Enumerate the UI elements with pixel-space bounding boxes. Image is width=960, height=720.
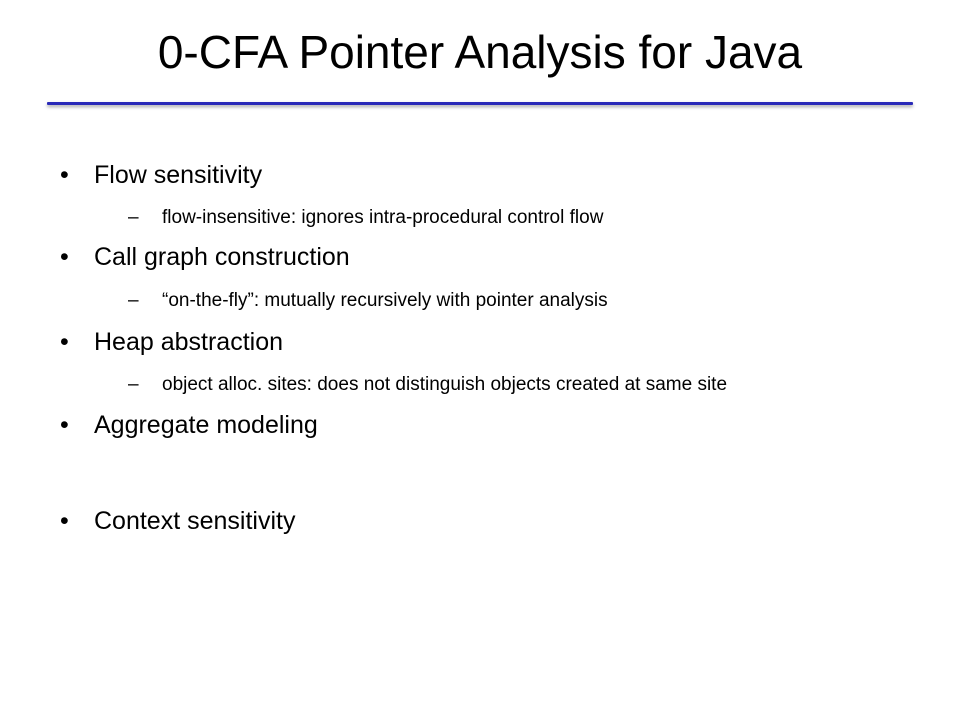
bullet-item-context-sensitivity (60, 505, 295, 537)
sub-item-flow-sensitivity (128, 206, 603, 230)
bullet-dot: • (60, 161, 69, 189)
sub-dash: – (128, 290, 139, 311)
bullet-dot: • (60, 243, 69, 271)
bullet-label: Call graph construction (94, 243, 350, 271)
sub-dash: – (128, 207, 139, 228)
bullet-item-aggregate-modeling (60, 409, 318, 441)
bullet-dot: • (60, 411, 69, 439)
sub-label: object alloc. sites: does not distinguish objects created at same site (162, 374, 728, 395)
sub-item-heap-abstraction (128, 373, 727, 397)
bullet-item-heap-abstraction (60, 326, 283, 358)
bullet-label: Heap abstraction (94, 328, 284, 356)
sub-label: “on-the-fly”: mutually recursively with pointer analysis (162, 290, 608, 311)
bullet-label: Aggregate modeling (94, 411, 318, 439)
sub-item-call-graph (128, 289, 608, 313)
bullet-item-flow-sensitivity (60, 159, 262, 191)
bullet-item-call-graph (60, 241, 350, 273)
bullet-label: Flow sensitivity (94, 161, 263, 189)
sub-dash: – (128, 374, 139, 395)
bullet-dot: • (60, 328, 69, 356)
slide-title: 0-CFA Pointer Analysis for Java (157, 26, 803, 78)
bullet-dot: • (60, 507, 69, 535)
sub-label: flow-insensitive: ignores intra-procedural control flow (162, 207, 604, 228)
bullet-label: Context sensitivity (94, 507, 296, 535)
